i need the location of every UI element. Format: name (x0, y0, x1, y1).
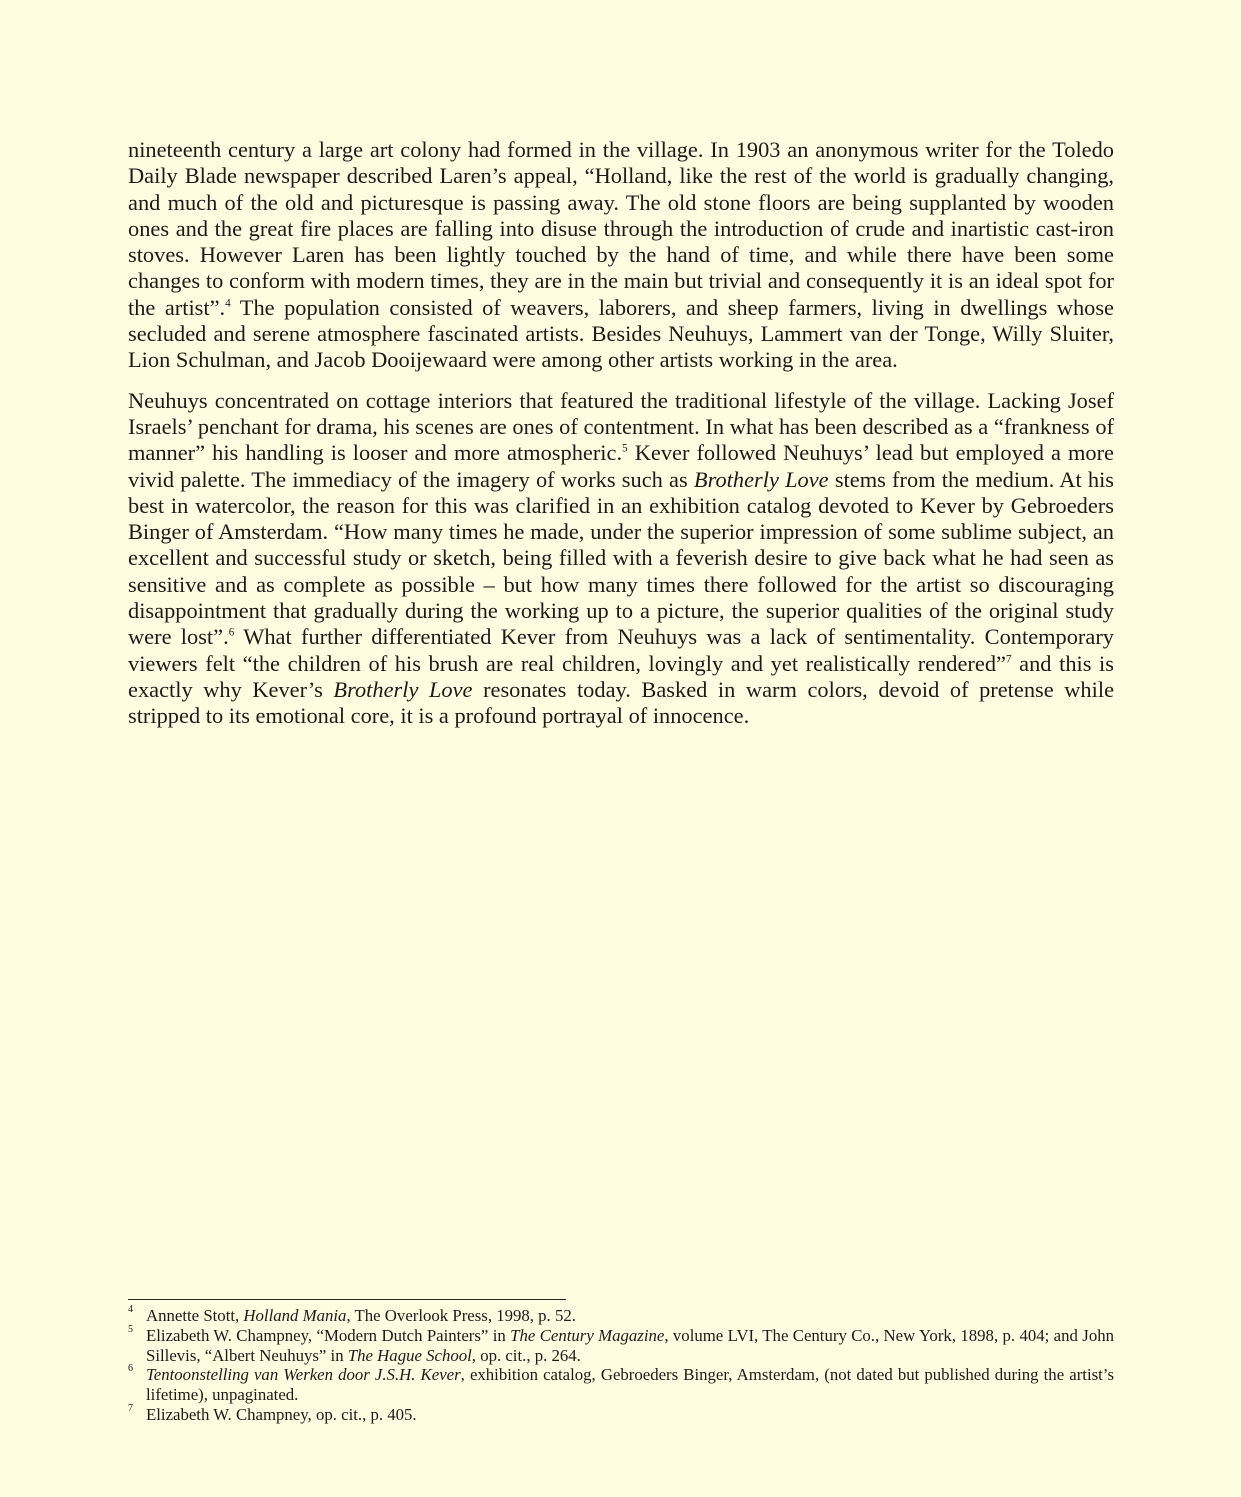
italic-title: Holland Mania (243, 1306, 347, 1325)
text-run: stems from the medium. At his best in watercolor, the reason for this was clarified in an exhibition catalog devoted to Kever by Gebroeders Binger of Amsterdam. “How many times he made, under the superior impression of some sublime subject, an excellent and successful study or sketch, being filled with a feverish desire to give back what he had seen as sensitive and as complete as possible – but how many times there followed for the artist so discouraging disappointment that gradually during the working up to a picture, the superior qualities of the original study were lost”. (128, 466, 1115, 650)
text-run: Kever followed Neuhuys’ lead but employed a more vivid palette. The immediacy of the imagery of works such as (128, 440, 1114, 492)
paragraph (128, 137, 1114, 374)
footnote-number: 5 (128, 1323, 133, 1335)
text-run: Elizabeth W. Champney, op. cit., p. 405. (146, 1404, 417, 1424)
text-run: Neuhuys concentrated on cottage interiors that featured the traditional lifestyle of the village. Lacking Josef Israels’ penchant for drama, his scenes are ones of contentment. In what has been described as a “frankness of manner” his handling is looser and more atmospheric. (128, 387, 1114, 466)
footnote-number: 7 (128, 1402, 133, 1414)
italic-title: Brotherly Love (333, 676, 473, 702)
italic-title: The Century Magazine, (510, 1325, 669, 1345)
footnote (128, 1306, 1114, 1326)
footnote-marker: 4 (225, 297, 231, 310)
text-run: What further differentiated Kever from Neuhuys was a lack of sentimentality. Contemporary viewers felt “the children of his brush are real children, lovingly and yet realistically rendered” (128, 624, 1114, 676)
italic-title: Tentoonstelling van Werken door J.S.H. Kever (146, 1365, 461, 1385)
footnote (128, 1402, 1114, 1425)
text-run: , The Overlook Press, 1998, p. 52. (346, 1306, 576, 1325)
footnote (128, 1323, 1114, 1366)
text-run: resonates today. Basked in warm colors, devoid of pretense while stripped to its emotional core, it is a profound portrayal of innocence. (128, 676, 1115, 729)
footnote-marker: 6 (228, 626, 235, 639)
footnote (128, 1365, 1114, 1405)
text-run: Annette Stott, (146, 1306, 244, 1325)
italic-title: Brotherly Love (693, 466, 829, 492)
text-run: Elizabeth W. Champney, “Modern Dutch Painters” in (146, 1325, 511, 1345)
paragraph (128, 388, 1114, 730)
footnote-number: 6 (128, 1363, 133, 1375)
text-run: , exhibition catalog, Gebroeders Binger, Amsterdam, (not dated but published during the artist’s lifetime), unpaginated. (146, 1365, 1114, 1405)
text-run: nineteenth century a large art colony had formed in the village. In 1903 an anonymous writer for the Toledo Daily Blade newspaper described Laren’s appeal, “Holland, like the rest of the world is gradually changing, and much of the old and picturesque is passing away. The old stone floors are being supplanted by wooden ones and the great fire places are falling into disuse through the introduction of crude and inartistic cast-iron stoves. However Laren has been lightly touched by the hand of time, and while there have been some changes to conform with modern times, they are in the main but trivial and consequently it is an ideal spot for the artist”. (128, 137, 1114, 320)
footnote-marker: 7 (1005, 653, 1012, 666)
text-run: volume LVI, The Century Co., New York, 1898, p. 404; and John Sillevis, “Albert Neuhuys” in (146, 1325, 1114, 1365)
footnote-marker: 5 (622, 442, 628, 455)
footnotes (128, 1299, 1114, 1425)
footnote-number: 4 (128, 1304, 133, 1315)
text-run: The population consisted of weavers, laborers, and sheep farmers, living in dwellings whose secluded and serene atmosphere fascinated artists. Besides Neuhuys, Lammert van der Tonge, Willy Sluiter, Lion Schulman, and Jacob Dooijewaard were among other artists working in the area. (128, 294, 1114, 373)
footnote-list (128, 1306, 1114, 1425)
text-run: and this is exactly why Kever’s (128, 650, 1114, 702)
text-run: , op. cit., p. 264. (471, 1345, 581, 1365)
footnote-rule (128, 1299, 566, 1300)
body-text (128, 137, 1114, 744)
italic-title: The Hague School (347, 1345, 472, 1365)
